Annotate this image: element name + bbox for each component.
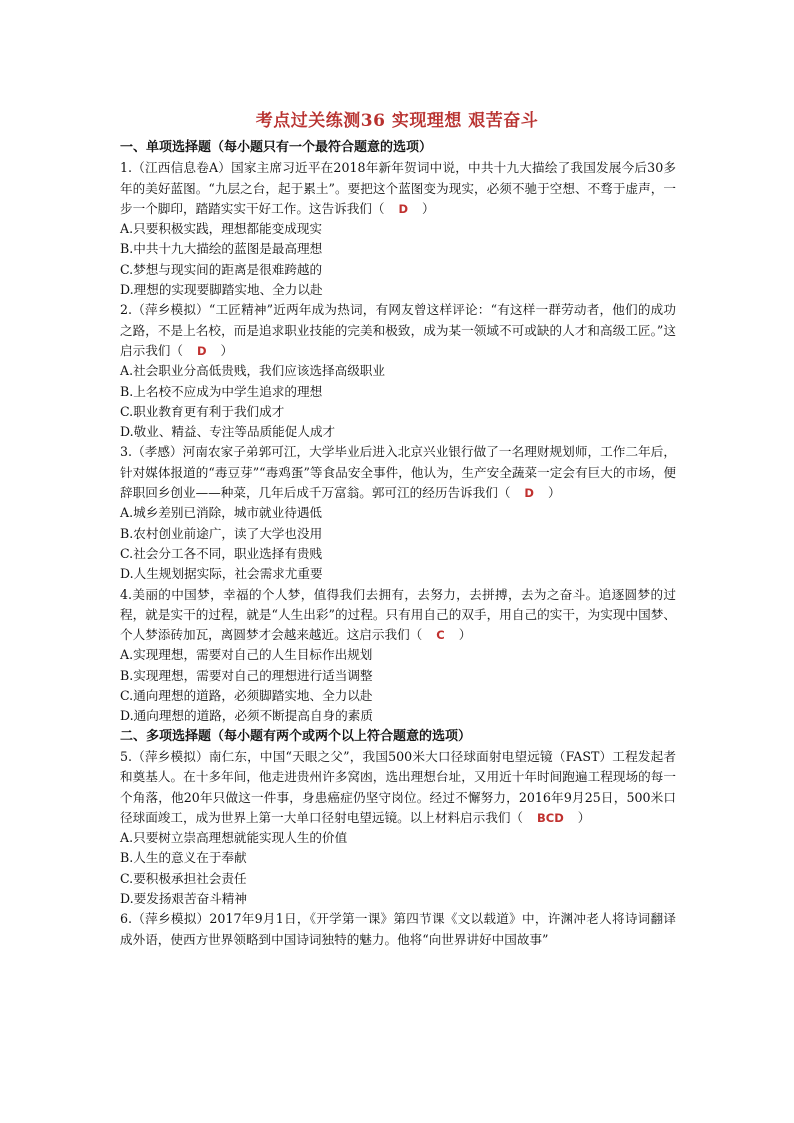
option-d: D.理想的实现要脚踏实地、全力以赴 (120, 282, 323, 298)
option-d: D.要发扬艰苦奋斗精神 (120, 890, 247, 906)
answer-mark: D (398, 201, 409, 216)
question-stem: 5.（萍乡模拟）南仁东，中国“天眼之父”，我国500米大口径球面射电望远镜（FAST）工程发起者和奠基人。在十多年间，他走进贵州许多窝凼，选出理想台址，又用近十年时间跑遍工程现场的每一个角落，他20年只做这一件事，身患癌症仍坚守岗位。经过不懈努力，2016年9月25日，500米口径球面竣工，成为世界上第一大单口径射电望远镜。以上材料启示我们（ BCD ） (120, 748, 676, 825)
question-stem: 1.（江西信息卷A）国家主席习近平在2018年新年贺词中说，中共十九大描绘了我国发展今后30多年的美好蓝图。“九层之台，起于累土”。要把这个蓝图变为现实，必须不驰于空想、不骛于虚声，一步一个脚印，踏踏实实干好工作。这告诉我们（ D ） (120, 160, 676, 216)
option-d: D.人生规划据实际，社会需求尤重要 (120, 566, 323, 582)
question-1 (120, 158, 676, 300)
page-title: 考点过关练测36 实现理想 艰苦奋斗 (255, 111, 539, 131)
question-stem: 6.（萍乡模拟）2017年9月1日，《开学第一课》第四节课《文以载道》中，许渊冲老人将诗词翻译成外语，使西方世界领略到中国诗词独特的魅力。他将“向世界讲好中国故事” (120, 911, 676, 947)
section-heading-multiple-choice: 二、多项选择题（每小题有两个或两个以上符合题意的选项） (120, 728, 472, 744)
answer-mark: C (436, 628, 445, 643)
option-a: A.只要树立崇高理想就能实现人生的价值 (120, 830, 348, 846)
option-b: B.上名校不应成为中学生追求的理想 (120, 383, 323, 399)
question-6 (120, 909, 676, 950)
answer-mark: D (524, 486, 534, 501)
answer-mark: BCD (537, 810, 564, 825)
question-3 (120, 442, 676, 584)
option-d: D.通向理想的道路，必须不断提高自身的素质 (120, 708, 373, 724)
option-b: B.人生的意义在于奉献 (120, 850, 247, 866)
question-4 (120, 585, 676, 727)
option-c: C.职业教育更有利于我们成才 (120, 403, 285, 419)
document-body (120, 138, 676, 950)
question-stem: 3.（孝感）河南农家子弟郭可江，大学毕业后进入北京兴业银行做了一名理财规划师，工作二年后，针对媒体报道的“毒豆芽”“毒鸡蛋”等食品安全事件，他认为，生产安全蔬菜一定会有巨大的市场，便辞职回乡创业——种菜，几年后成千万富翁。郭可江的经历告诉我们（ D ） (120, 444, 676, 501)
option-a: A.实现理想，需要对自己的人生目标作出规划 (120, 647, 373, 663)
question-stem: 4.美丽的中国梦，幸福的个人梦，值得我们去拥有，去努力，去拼搏，去为之奋斗。追逐圆梦的过程，就是实干的过程，就是“人生出彩”的过程。只有用自己的双手，用自己的实干，为实现中国梦、个人梦添砖加瓦，离圆梦才会越来越近。这启示我们（ C ） (120, 586, 676, 643)
option-c: C.社会分工各不同，职业选择有贵贱 (120, 545, 323, 561)
section-heading-single-choice: 一、单项选择题（每小题只有一个最符合题意的选项） (120, 140, 433, 155)
option-c: C.梦想与现实间的距离是很难跨越的 (120, 261, 323, 277)
option-b: B.农村创业前途广，读了大学也没用 (120, 525, 323, 541)
option-d: D.敬业、精益、专注等品质能促人成才 (120, 424, 336, 440)
option-b: B.实现理想，需要对自己的理想进行适当调整 (120, 667, 373, 683)
option-b: B.中共十九大描绘的蓝图是最高理想 (120, 241, 323, 257)
question-2 (120, 300, 676, 442)
option-a: A.只要积极实践，理想都能变成现实 (120, 221, 323, 237)
option-c: C.要积极承担社会责任 (120, 870, 247, 886)
question-5 (120, 747, 676, 909)
option-c: C.通向理想的道路，必须脚踏实地、全力以赴 (120, 688, 373, 704)
question-stem: 2.（萍乡模拟）“工匠精神”近两年成为热词，有网友曾这样评论：“有这样一群劳动者，他们的成功之路，不是上名校，而是追求职业技能的完美和极致，成为某一领域不可或缺的人才和高级工匠。”这启示我们（ D ） (120, 302, 676, 358)
answer-mark: D (196, 343, 207, 358)
option-a: A.城乡差别已消除，城市就业待遇低 (120, 505, 323, 521)
option-a: A.社会职业分高低贵贱，我们应该选择高级职业 (120, 363, 385, 379)
